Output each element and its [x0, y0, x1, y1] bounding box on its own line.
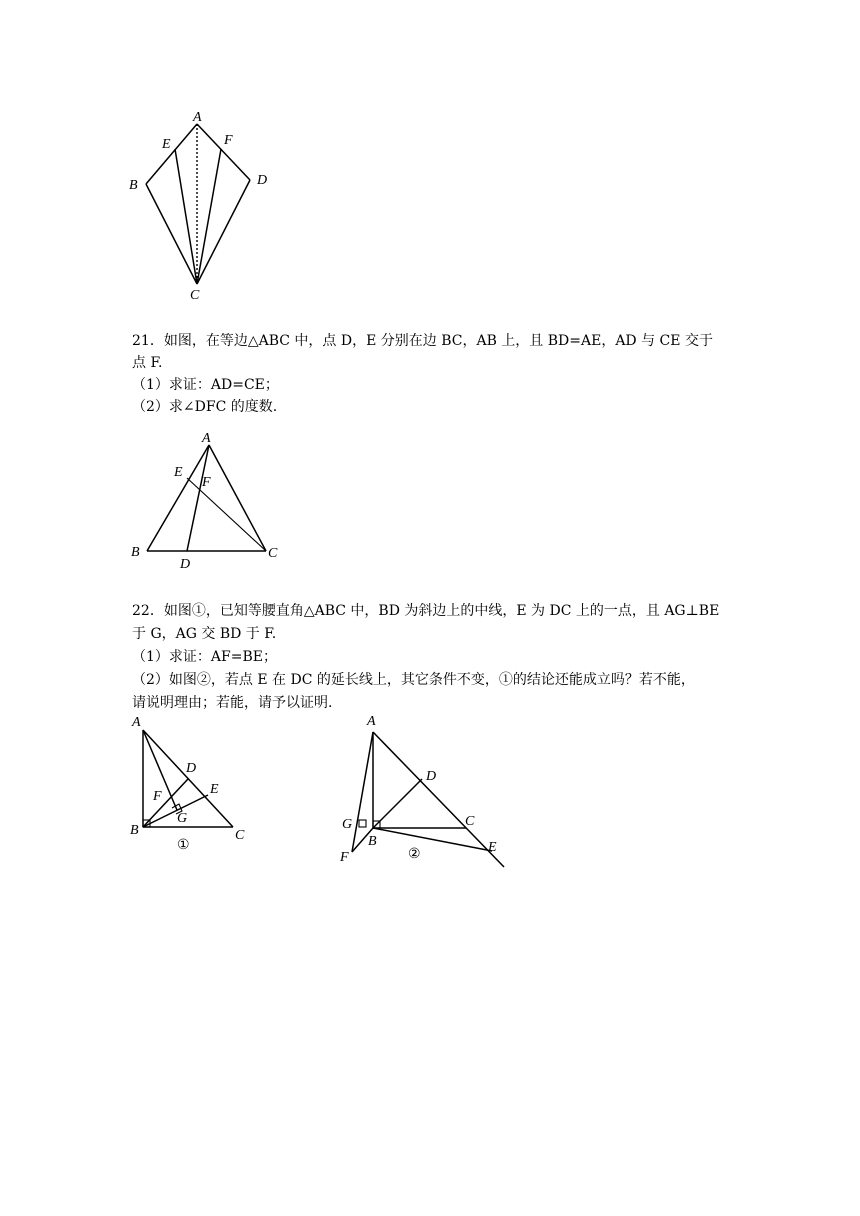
caption-1: ①	[177, 838, 190, 853]
q22-line1: 22．如图①，已知等腰直角△ABC 中，BD 为斜边上的中线，E 为 DC 上的一点，且 AG⊥BE	[132, 603, 720, 619]
label-F: F	[224, 133, 233, 148]
label-B: B	[129, 178, 138, 193]
label-B: B	[131, 545, 140, 560]
label-D: D	[186, 761, 197, 776]
label-B: B	[130, 823, 139, 838]
label-F: F	[153, 789, 162, 804]
q21-line2: 点 F.	[132, 355, 163, 371]
label-E: E	[488, 840, 497, 855]
q22-part3: 请说明理由；若能，请予以证明.	[132, 695, 333, 711]
q21-part2: （2）求∠DFC 的度数.	[132, 399, 278, 415]
q22-line2: 于 G，AG 交 BD 于 F.	[132, 626, 277, 642]
label-A: A	[367, 714, 376, 729]
caption-2: ②	[408, 847, 421, 862]
label-E: E	[210, 782, 219, 797]
label-F: F	[340, 850, 349, 865]
label-E: E	[162, 137, 171, 152]
label-F: F	[202, 475, 211, 490]
label-C: C	[235, 828, 245, 843]
figure-q22-1	[125, 712, 255, 857]
figure-q21-lines	[147, 445, 266, 551]
label-E: E	[174, 465, 183, 480]
q22-part1: （1）求证：AF=BE；	[132, 649, 277, 665]
label-C: C	[190, 288, 200, 303]
label-G: G	[342, 817, 353, 832]
q21-line1: 21．如图，在等边△ABC 中，点 D，E 分别在边 BC，AB 上，且 BD=AE，AD 与 CE 交于	[132, 333, 713, 349]
label-A: A	[193, 110, 202, 125]
label-D: D	[180, 557, 191, 572]
figure-q22-1-lines	[143, 730, 233, 827]
q21-part1: （1）求证：AD=CE；	[132, 377, 279, 393]
figure-q20	[120, 105, 290, 305]
label-D: D	[257, 173, 268, 188]
label-D: D	[426, 769, 437, 784]
figure-q22-2	[335, 712, 515, 872]
label-A: A	[132, 715, 141, 730]
label-A: A	[202, 431, 211, 446]
q22-part2: （2）如图②，若点 E 在 DC 的延长线上，其它条件不变，①的结论还能成立吗？若不能，	[132, 672, 695, 688]
figure-q21	[125, 425, 290, 573]
label-B: B	[368, 834, 377, 849]
label-C: C	[268, 546, 278, 561]
label-G: G	[177, 811, 188, 826]
label-C: C	[465, 814, 475, 829]
